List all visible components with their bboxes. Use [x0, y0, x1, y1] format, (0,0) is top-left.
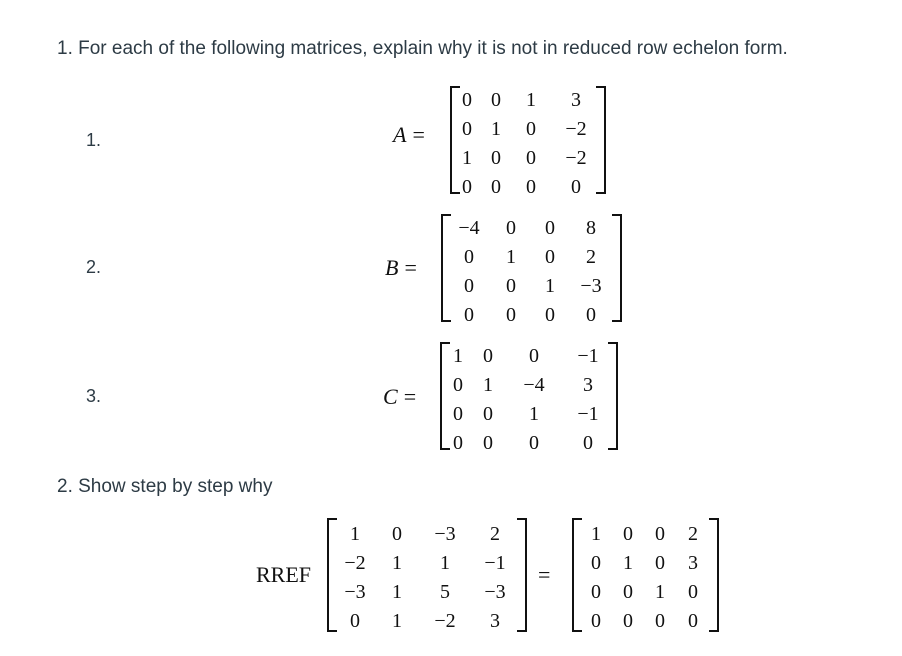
matrix-a-cell-r2c1: 0: [462, 118, 472, 140]
matrix-c-cell-r4c1: 0: [453, 432, 463, 454]
matrix-a-cell-r3c4: −2: [565, 147, 587, 169]
rref-left-matrix-cell-r3c2: 1: [392, 581, 402, 603]
rref-right-matrix-right-bracket: [709, 518, 719, 632]
rref-right-matrix-cell-r2c2: 1: [623, 552, 633, 574]
rref-left-matrix-cell-r1c2: 0: [392, 523, 402, 545]
rref-right-matrix-cell-r3c1: 0: [591, 581, 601, 603]
rref-right-matrix-cell-r1c2: 0: [623, 523, 633, 545]
rref-right-matrix-cell-r4c4: 0: [688, 610, 698, 632]
matrix-b-label: [385, 255, 417, 281]
item-2-number: 2.: [86, 257, 102, 277]
matrix-a-cell-r2c2: 1: [491, 118, 501, 140]
rref-left-matrix-cell-r2c3: 1: [440, 552, 450, 574]
rref-left-matrix-cell-r2c2: 1: [392, 552, 402, 574]
question-2-prompt: 2. Show step by step why: [57, 476, 273, 497]
matrix-a-label: [393, 122, 425, 148]
matrix-a: [456, 86, 604, 202]
matrix-c-cell-r4c2: 0: [483, 432, 493, 454]
matrix-b-cell-r3c1: 0: [464, 275, 474, 297]
rref-right-matrix-cell-r4c1: 0: [591, 610, 601, 632]
rref-equals: =: [538, 562, 551, 587]
matrix-b: [449, 214, 615, 330]
matrix-b-cell-r2c1: 0: [464, 246, 474, 268]
rref-left-matrix-cell-r1c4: 2: [490, 523, 500, 545]
matrix-b-letter: B: [385, 255, 399, 280]
rref-right-matrix-cell-r2c1: 0: [591, 552, 601, 574]
rref-left-matrix-cell-r2c4: −1: [484, 552, 506, 574]
matrix-c-equals: =: [403, 384, 417, 409]
matrix-c-cell-r3c2: 0: [483, 403, 493, 425]
matrix-c-letter: C: [383, 384, 398, 409]
matrix-a-cell-r4c4: 0: [571, 176, 581, 198]
matrix-b-equals: =: [404, 255, 417, 280]
rref-right-matrix-cell-r3c4: 0: [688, 581, 698, 603]
rref-right-matrix-cell-r2c3: 0: [655, 552, 665, 574]
matrix-a-cell-r3c2: 0: [491, 147, 501, 169]
rref-left-matrix: [337, 520, 521, 636]
rref-right-matrix-cell-r2c4: 3: [688, 552, 698, 574]
rref-right-matrix-cell-r3c2: 0: [623, 581, 633, 603]
rref-right-matrix-cell-r3c3: 1: [655, 581, 665, 603]
matrix-c-cell-r2c4: 3: [583, 374, 593, 396]
matrix-b-cell-r4c3: 0: [545, 304, 555, 326]
rref-left-matrix-cell-r1c1: 1: [350, 523, 360, 545]
matrix-a-cell-r1c4: 3: [571, 89, 581, 111]
matrix-a-cell-r1c2: 0: [491, 89, 501, 111]
matrix-a-cell-r3c3: 0: [526, 147, 536, 169]
rref-right-matrix-cell-r1c3: 0: [655, 523, 665, 545]
question-1-prompt: 1. For each of the following matrices, explain why it is not in reduced row echelon form.: [57, 38, 788, 59]
matrix-c-cell-r1c4: −1: [577, 345, 599, 367]
matrix-c-cell-r4c3: 0: [529, 432, 539, 454]
matrix-b-cell-r3c3: 1: [545, 275, 555, 297]
matrix-c-cell-r3c3: 1: [529, 403, 539, 425]
matrix-b-cell-r3c2: 0: [506, 275, 516, 297]
rref-left-matrix-cell-r4c2: 1: [392, 610, 402, 632]
rref-left-matrix-cell-r3c3: 5: [440, 581, 450, 603]
matrix-b-cell-r4c1: 0: [464, 304, 474, 326]
matrix-a-cell-r2c4: −2: [565, 118, 587, 140]
matrix-c-cell-r4c4: 0: [583, 432, 593, 454]
matrix-b-cell-r2c4: 2: [586, 246, 596, 268]
matrix-b-cell-r1c1: −4: [458, 217, 480, 239]
rref-left-matrix-cell-r4c3: −2: [434, 610, 456, 632]
matrix-b-cell-r4c2: 0: [506, 304, 516, 326]
item-1-number: 1.: [86, 130, 102, 150]
matrix-a-cell-r1c1: 0: [462, 89, 472, 111]
rref-right-matrix-cell-r4c3: 0: [655, 610, 665, 632]
matrix-c-cell-r2c3: −4: [523, 374, 545, 396]
matrix-b-cell-r2c2: 1: [506, 246, 516, 268]
matrix-c-cell-r3c4: −1: [577, 403, 599, 425]
matrix-c-label: [383, 384, 416, 410]
matrix-c-cell-r2c1: 0: [453, 374, 463, 396]
matrix-c-cell-r2c2: 1: [483, 374, 493, 396]
rref-left-matrix-cell-r3c4: −3: [484, 581, 506, 603]
item-3-number: 3.: [86, 386, 102, 406]
matrix-c: [446, 342, 614, 458]
matrix-b-cell-r1c2: 0: [506, 217, 516, 239]
rref-right-matrix: [580, 520, 710, 636]
rref-left-matrix-cell-r4c1: 0: [350, 610, 360, 632]
matrix-c-cell-r1c2: 0: [483, 345, 493, 367]
matrix-a-cell-r4c1: 0: [462, 176, 472, 198]
matrix-b-cell-r1c4: 8: [586, 217, 596, 239]
matrix-a-equals: =: [412, 122, 425, 147]
rref-left-matrix-cell-r1c3: −3: [434, 523, 456, 545]
rref-left-matrix-cell-r3c1: −3: [344, 581, 366, 603]
matrix-b-cell-r4c4: 0: [586, 304, 596, 326]
rref-left-matrix-left-bracket: [327, 518, 337, 632]
matrix-b-cell-r3c4: −3: [580, 275, 602, 297]
rref-left-matrix-cell-r4c4: 3: [490, 610, 500, 632]
matrix-b-cell-r2c3: 0: [545, 246, 555, 268]
rref-right-matrix-cell-r4c2: 0: [623, 610, 633, 632]
rref-right-matrix-cell-r1c1: 1: [591, 523, 601, 545]
rref-left-matrix-cell-r2c1: −2: [344, 552, 366, 574]
rref-right-matrix-cell-r1c4: 2: [688, 523, 698, 545]
matrix-b-cell-r1c3: 0: [545, 217, 555, 239]
rref-label: RREF: [256, 562, 312, 587]
matrix-c-cell-r3c1: 0: [453, 403, 463, 425]
matrix-a-cell-r4c3: 0: [526, 176, 536, 198]
matrix-a-cell-r4c2: 0: [491, 176, 501, 198]
matrix-a-cell-r1c3: 1: [526, 89, 536, 111]
matrix-a-letter: A: [393, 122, 407, 147]
matrix-a-cell-r2c3: 0: [526, 118, 536, 140]
matrix-a-cell-r3c1: 1: [462, 147, 472, 169]
matrix-c-cell-r1c3: 0: [529, 345, 539, 367]
matrix-c-cell-r1c1: 1: [453, 345, 463, 367]
